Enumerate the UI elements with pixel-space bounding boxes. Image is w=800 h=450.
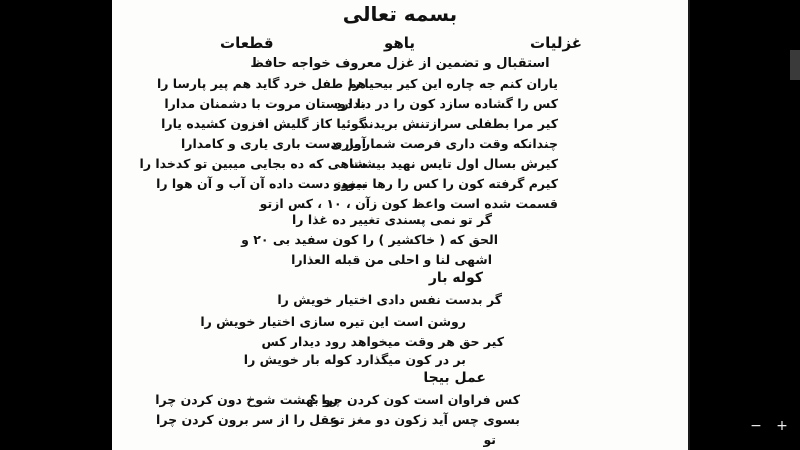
category-yahu: یاهو (384, 34, 416, 52)
ghazal-right-6: کیرم گرفته کون را کس را رها نموده (333, 176, 558, 191)
amal-left-2: عقل را از سر برون کردن چرا (156, 412, 338, 427)
ghazal-right-3: کیر مرا بطفلی سرازتنش بریدند (361, 116, 558, 131)
subtitle: استقبال و تضمین از غزل معروف خواجه حافظ (250, 56, 550, 71)
ghazal-left-5: شاهی که ده بجایی میبین تو کدخدا را (139, 156, 366, 171)
ghazal-left-1: هم طفل خرد گاید هم پیر پارسا را (156, 76, 366, 91)
ghazal-left-2: با دوستان مروت با دشمنان مدارا (164, 96, 366, 111)
zoom-in-button[interactable]: + (776, 418, 788, 434)
page-title: بسمه تعالی (342, 2, 458, 26)
amal-right-1: کس فراوان است کون کردن چرا ؟ (309, 392, 520, 407)
ghazal-left-3: گوئیا کاز گلیش افزون کشیده یارا (161, 116, 366, 131)
kolebar-line-4: بر در کون میگذارد کوله بار خویش را (243, 352, 466, 367)
page-edge-divider (688, 0, 690, 450)
ghazal-right-4: چندانکه وقت داری فرصت شمار یاری (330, 136, 558, 151)
amal-right-2: بسوی چس آید زکون دو مغز تو (332, 412, 520, 427)
ghazal-left-6: بیغوز دست داده آن آب و آن هوا را (156, 176, 366, 191)
tail-line-1: گر تو نمی پسندی تغییر ده غذا را (292, 212, 492, 227)
category-qataat: قطعات (220, 34, 274, 52)
ghazal-end-line: قسمت شده است واعظ کون زآن ، ۱۰ ، کس ازتو (259, 196, 558, 211)
document-page (112, 0, 688, 450)
zoom-out-button[interactable]: − (750, 418, 762, 434)
ghazal-right-1: یاران کنم جه چاره این کیر بیحیا را (348, 76, 558, 91)
zoom-controls (750, 418, 788, 434)
kolebar-line-1: گر بدست نفس دادی اختیار خویش را (277, 292, 502, 307)
tail-line-3: اشهی لنا و احلی من قبله العذارا (291, 252, 492, 267)
ghazal-left-4: آور بدست باری یاری و کامدارا (181, 136, 366, 151)
tail-line-2: الحق که ( خاکشیر ) را کون سفید بی ۲۰ و (241, 232, 498, 247)
section-title-amal: عمل بیجا (423, 370, 486, 386)
scrollbar-thumb[interactable] (790, 50, 800, 80)
kolebar-line-3: کیر حق هر وقت میخواهد رود دیدار کس (261, 334, 504, 349)
section-title-kolebar: کوله بار (428, 270, 483, 286)
category-ghazaliyat: غزلیات (530, 34, 583, 52)
ghazal-right-2: کس را گشاده سازد کون را در دندارد (334, 96, 558, 111)
amal-left-1: رو بهشت شوخ دون کردن چرا (155, 392, 338, 407)
ghazal-right-5: کیرش بسال اول تایس نهید بیشت (350, 156, 558, 171)
kolebar-line-2: روشن است این تیره سازی اختیار خویش را (200, 314, 466, 329)
fragment-bottom: تو (483, 432, 496, 447)
